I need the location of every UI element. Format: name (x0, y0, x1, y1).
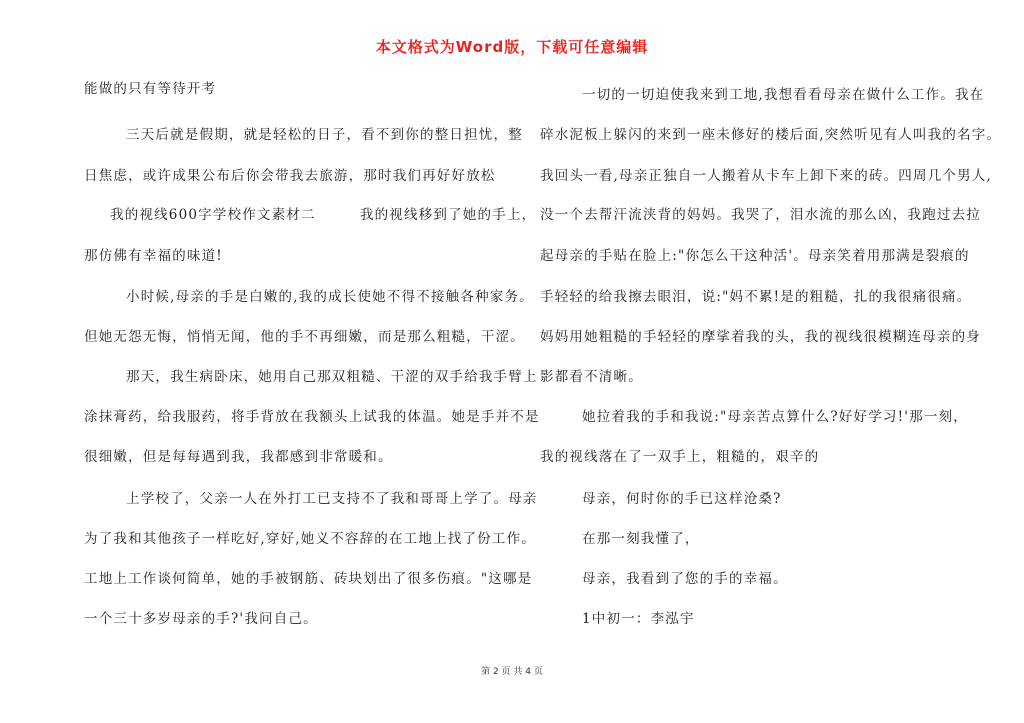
paragraph-line: 那天，我生病卧床，她用自己那双粗糙、干涩的双手给我手臂上 (126, 369, 538, 385)
paragraph-line: 工地上工作谈何简单，她的手被钢筋、砖块划出了很多伤痕。"这哪是 (84, 571, 533, 587)
paragraph-line: 妈妈用她粗糙的手轻轻的摩挲着我的头，我的视线很模糊连母亲的身 (540, 329, 981, 345)
paragraph-line: 但她无怨无悔，悄悄无闻，他的手不再细嫩，而是那么粗糙，干涩。 (84, 329, 525, 345)
paragraph-line: 日焦虑，或许成果公布后你会带我去旅游，那时我们再好好放松 (84, 168, 496, 184)
paragraph-line: 母亲，我看到了您的手的幸福。 (582, 571, 788, 587)
paragraph-line: 三天后就是假期，就是轻松的日子，看不到你的整日担忧，整 (126, 127, 523, 143)
paragraph-line: 小时候,母亲的手是白嫩的,我的成长使她不得不接触各种家务。 (126, 289, 534, 305)
paragraph-line: 能做的只有等待开考 (84, 81, 217, 97)
paragraph-line: 涂抹膏药，给我服药，将手背放在我额头上试我的体温。她是手并不是 (84, 409, 540, 425)
paragraph-line: 上学校了，父亲一人在外打工已支持不了我和哥哥上学了。母亲 (126, 491, 538, 507)
paragraph-line: 一个三十多岁母亲的手?'我问自己。 (84, 611, 318, 627)
paragraph-line: 那仿佛有幸福的味道! (84, 248, 223, 264)
paragraph-line: 在那一刻我懂了， (582, 531, 700, 547)
paragraph-line: 很细嫩，但是每每遇到我，我都感到非常暖和。 (84, 449, 393, 465)
paragraph-line: 母亲，何时你的手已这样沧桑? (582, 491, 782, 507)
paragraph-line: 手轻轻的给我擦去眼泪，说:"妈不累!是的粗糙，扎的我很痛很痛。 (540, 289, 972, 305)
paragraph-line: 一切的一切迫使我来到工地,我想看看母亲在做什么工作。我在 (582, 87, 985, 103)
paragraph-line: 碎水泥板上躲闪的来到一座未修好的楼后面,突然听见有人叫我的名字。 (540, 127, 1002, 143)
word-format-banner: 本文格式为Word版，下载可任意编辑 (375, 38, 649, 56)
paragraph-line: 我的视线600字学校作文素材二 我的视线移到了她的手上， (110, 207, 537, 223)
paragraph-line: 起母亲的手贴在脸上:"你怎么干这种活'。母亲笑着用那满是裂痕的 (540, 248, 970, 264)
paragraph-line: 我回头一看,母亲正独自一人搬着从卡车上卸下来的砖。四周几个男人, (540, 168, 992, 184)
paragraph-line: 我的视线落在了一双手上，粗糙的，艰辛的 (540, 449, 820, 465)
paragraph-line: 影都看不清晰。 (540, 369, 643, 385)
author-line: 1中初一：李泓宇 (582, 611, 695, 627)
paragraph-line: 为了我和其他孩子一样吃好,穿好,她义不容辞的在工地上找了份工作。 (84, 531, 536, 547)
paragraph-line: 没一个去帮汗流浃背的妈妈。我哭了，泪水流的那么凶，我跑过去拉 (540, 207, 981, 223)
paragraph-line: 她拉着我的手和我说:"母亲苦点算什么?好好学习!'那一刻， (582, 409, 968, 425)
page-number-footer: 第 2 页 共 4 页 (481, 667, 543, 677)
